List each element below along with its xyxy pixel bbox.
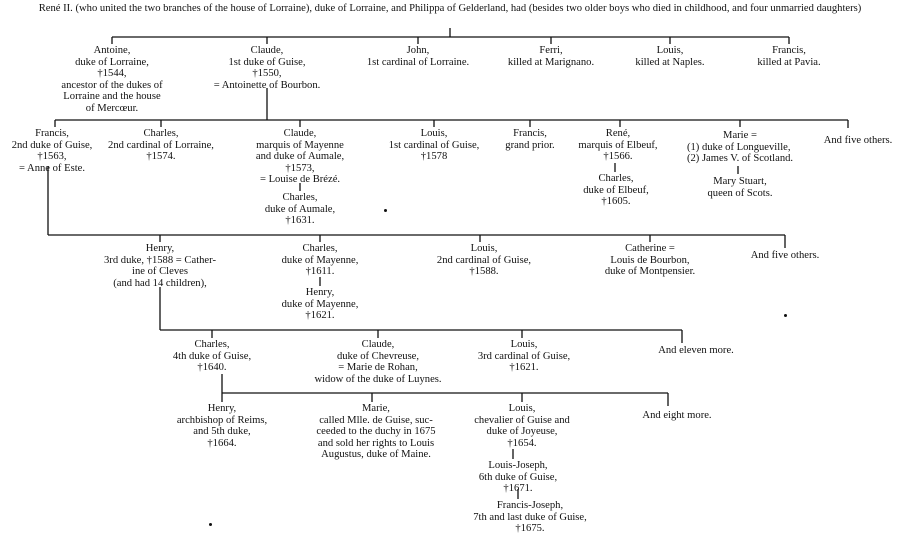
node-line: duke of Aumale, — [264, 203, 336, 215]
scan-speck — [209, 523, 212, 526]
node-line: Louis de Bourbon, — [610, 254, 690, 266]
node-line: duke of Mayenne, — [281, 298, 359, 310]
node-line: marquis of Mayenne — [256, 139, 344, 151]
node-charles-4th-duke — [173, 339, 251, 374]
node-line: 2nd cardinal of Guise, — [436, 254, 532, 266]
node-line: Francis, — [35, 128, 69, 139]
node-line: Louis, — [508, 403, 536, 414]
node-john — [367, 45, 469, 68]
node-ferri — [508, 45, 594, 68]
node-line: †1621. — [305, 310, 335, 322]
node-claude-chevreuse — [314, 339, 441, 385]
node-line: †1654. — [507, 437, 537, 449]
node-line: 4th duke of Guise, — [172, 350, 252, 362]
node-henry-3rd-duke — [104, 243, 216, 289]
node-line: †1574. — [146, 151, 176, 163]
node-line: queen of Scots. — [707, 187, 773, 199]
node-line: Marie = — [723, 130, 757, 141]
root-line-2: had (besides two older boys who died in childhood, and four unmarried daughters) — [510, 3, 862, 14]
node-line: killed at Naples. — [635, 56, 705, 68]
node-line: = Anne of Este. — [19, 162, 85, 174]
node-marie — [687, 130, 793, 165]
node-henry-mayenne — [282, 287, 359, 322]
node-line: †1675. — [515, 523, 545, 535]
node-line: Charles, — [143, 128, 179, 139]
node-line: duke of Elbeuf, — [583, 184, 649, 196]
node-line: called Mlle. de Guise, suc- — [319, 414, 433, 426]
node-line: grand prior. — [505, 139, 555, 151]
node-line: Charles, — [282, 192, 318, 203]
node-catherine — [605, 243, 695, 278]
node-line: 1st cardinal of Guise, — [388, 139, 480, 151]
node-gen2-others: And five others. — [823, 135, 893, 146]
node-line: Francis-Joseph, — [496, 500, 564, 511]
node-line: Louis, — [420, 128, 448, 139]
node-line: Lorraine and the house — [63, 91, 161, 103]
node-louis-1st-cardinal — [389, 128, 480, 163]
node-claude-aumale — [256, 128, 344, 186]
node-line: ine of Cleves — [132, 266, 188, 278]
node-line: †1631. — [285, 215, 315, 227]
node-line: Francis, — [772, 45, 806, 56]
node-line: †1578 — [420, 151, 448, 163]
node-line: (1) duke of Longueville, — [686, 141, 791, 153]
node-line: and duke of Aumale, — [255, 151, 345, 163]
node-louis-joyeuse — [474, 403, 570, 449]
node-line: duke of Lorraine, — [75, 56, 149, 68]
node-line: and 5th duke, — [193, 426, 251, 438]
node-gen3-others: And five others. — [750, 250, 820, 261]
node-line: duke of Mayenne, — [281, 254, 359, 266]
node-line: Louis, — [470, 243, 498, 254]
node-line: of Mercœur. — [85, 102, 139, 114]
node-line: †1611. — [305, 266, 335, 278]
node-line: †1573, — [285, 162, 315, 174]
node-line: 7th and last duke of Guise, — [473, 511, 587, 523]
node-line: Antoine, — [93, 45, 131, 56]
node-line: †1544, — [97, 68, 127, 80]
node-line: 2nd cardinal of Lorraine, — [108, 139, 214, 151]
root-line-1: René II. (who united the two branches of the house of Lorraine), duke of Lorraine, and Philippa of Gelderland, — [38, 3, 509, 14]
node-line: Claude, — [283, 128, 317, 139]
node-line: †1566. — [603, 151, 633, 163]
node-line: †1621. — [509, 362, 539, 374]
node-mary-stuart — [707, 176, 772, 199]
node-line: 1st duke of Guise, — [228, 56, 306, 68]
node-line: Henry, — [305, 287, 335, 298]
node-line: ceeded to the duchy in 1675 — [316, 426, 436, 438]
node-line: 6th duke of Guise, — [478, 471, 558, 483]
node-line: 3rd cardinal of Guise, — [477, 350, 571, 362]
node-line: chevalier of Guise and — [474, 414, 570, 426]
node-charles-elbeuf — [583, 173, 649, 208]
node-line: Marie, — [362, 403, 390, 414]
node-charles-mayenne — [282, 243, 359, 278]
node-charles-2nd-cardinal — [108, 128, 214, 163]
node-charles-aumale — [265, 192, 335, 227]
node-line: Louis, — [510, 339, 538, 350]
node-line: (and had 14 children), — [113, 277, 207, 289]
node-line: Louis, — [656, 45, 684, 56]
node-line: 3rd duke, †1588 = Cather- — [104, 254, 216, 266]
node-line: killed at Marignano. — [507, 56, 595, 68]
node-line: Mary Stuart, — [713, 176, 767, 187]
node-line: Louis-Joseph, — [488, 460, 548, 471]
node-line: 2nd duke of Guise, — [11, 139, 93, 151]
node-louis-3rd-cardinal — [478, 339, 570, 374]
node-line: Francis, — [513, 128, 547, 139]
scan-speck — [784, 314, 787, 317]
node-line: René, — [605, 128, 631, 139]
node-louis-joseph — [479, 460, 557, 495]
scan-speck — [384, 209, 387, 212]
node-line: widow of the duke of Luynes. — [314, 373, 442, 385]
node-henry-archbishop — [177, 403, 267, 449]
node-line: †1640. — [197, 362, 227, 374]
node-line: killed at Pavia. — [757, 56, 821, 68]
node-line: (2) James V. of Scotland. — [686, 153, 794, 165]
node-line: ancestor of the dukes of — [61, 79, 163, 91]
node-line: = Louise de Brézé. — [259, 174, 341, 186]
node-gen4-others: And eleven more. — [658, 345, 734, 356]
node-line: Catherine = — [625, 243, 675, 254]
node-line: †1588. — [469, 266, 499, 278]
node-francis-2nd-duke — [12, 128, 93, 174]
node-line: Henry, — [207, 403, 237, 414]
node-line: Ferri, — [539, 45, 563, 56]
node-line: †1664. — [207, 437, 237, 449]
node-line: duke of Montpensier. — [604, 266, 696, 278]
node-louis-2nd-cardinal — [437, 243, 531, 278]
node-line: duke of Joyeuse, — [486, 426, 558, 438]
node-gen5-others: And eight more. — [642, 410, 712, 421]
node-francis-grand-prior — [505, 128, 554, 151]
node-line: Claude, — [250, 45, 284, 56]
root-rene-ii — [39, 3, 862, 15]
node-line: Henry, — [145, 243, 175, 254]
node-antoine — [61, 45, 162, 115]
node-marie-mlle-de-guise — [316, 403, 435, 461]
node-line: Charles, — [194, 339, 230, 350]
node-line: = Marie de Rohan, — [338, 362, 418, 374]
node-line: 1st cardinal of Lorraine. — [366, 56, 470, 68]
node-rene-elbeuf — [578, 128, 657, 163]
node-line: Charles, — [598, 173, 634, 184]
node-louis-naples — [635, 45, 704, 68]
node-claude-1st-duke — [214, 45, 321, 91]
node-line: duke of Chevreuse, — [336, 350, 420, 362]
node-francis-joseph — [473, 500, 587, 535]
node-line: †1563, — [37, 151, 67, 163]
node-line: †1550, — [252, 68, 282, 80]
node-line: Claude, — [361, 339, 395, 350]
node-line: Charles, — [302, 243, 338, 254]
node-line: John, — [406, 45, 430, 56]
node-line: marquis of Elbeuf, — [578, 139, 658, 151]
node-line: †1671. — [503, 483, 533, 495]
node-line: = Antoinette of Bourbon. — [213, 79, 321, 91]
node-francis-pavia — [757, 45, 820, 68]
node-line: Augustus, duke of Maine. — [321, 449, 431, 461]
node-line: †1605. — [601, 196, 631, 208]
node-line: and sold her rights to Louis — [317, 437, 435, 449]
node-line: archbishop of Reims, — [176, 414, 268, 426]
